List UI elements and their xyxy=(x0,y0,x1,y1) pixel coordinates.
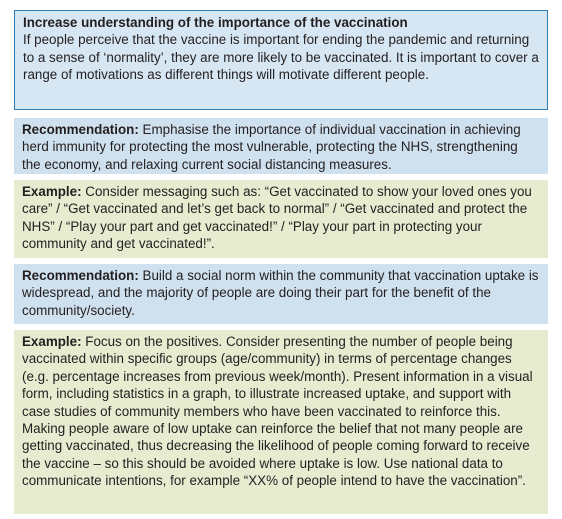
recommendation-box-2 xyxy=(14,264,548,324)
recommendation-1-label: Recommendation: xyxy=(22,122,139,137)
recommendation-1-text xyxy=(22,121,540,173)
recommendation-2-body: Build a social norm within the community that vaccination uptake is widespread, and the majority of people are doing their part for the benefit of the community/society. xyxy=(22,268,539,318)
example-box-2 xyxy=(14,330,548,514)
recommendation-1-body: Emphasise the importance of individual vaccination in achieving herd immunity for protecting the most vulnerable, protecting the NHS, strengthening the economy, and relaxing current social distancing measures. xyxy=(22,122,521,172)
example-1-label: Example: xyxy=(22,184,82,199)
intro-title: Increase understanding of the importance of the vaccination xyxy=(23,15,408,30)
example-2-text xyxy=(22,333,540,490)
recommendation-box-1 xyxy=(14,118,548,174)
intro-box xyxy=(14,10,548,110)
example-1-text xyxy=(22,183,540,253)
example-2-label: Example: xyxy=(22,334,82,349)
example-box-1 xyxy=(14,180,548,258)
intro-body: If people perceive that the vaccine is important for ending the pandemic and returning to a sense of ‘normality’, they are more likely to be vaccinated. It is important to cover a range of motivations as different things will motivate different people. xyxy=(23,32,539,83)
example-1-body: Consider messaging such as: “Get vaccinated to show your loved ones you care” / “Get vaccinated and let’s get back to normal” / “Get vaccinated and protect the NHS” / “Play your part and get vaccinated!” / “Play your part in protecting your community and get vaccinated!”. xyxy=(22,184,532,252)
recommendation-2-text xyxy=(22,267,540,319)
recommendation-2-label: Recommendation: xyxy=(22,268,139,283)
example-2-body: Focus on the positives. Consider presenting the number of people being vaccinated within specific groups (age/community) in terms of percentage changes (e.g. percentage increases from previous week/month). Present information in a visual form, including statistics in a graph, to illustrate increased uptake, and support with case studies of community members who have been vaccinated to reinforce this. Making people aware of low uptake can reinforce the belief that not many people are getting vaccinated, thus decreasing the likelihood of people coming forward to receive the vaccine – so this should be avoided where uptake is low. Use national data to communicate intentions, for example “XX% of people intend to have the vaccination”. xyxy=(22,334,533,489)
